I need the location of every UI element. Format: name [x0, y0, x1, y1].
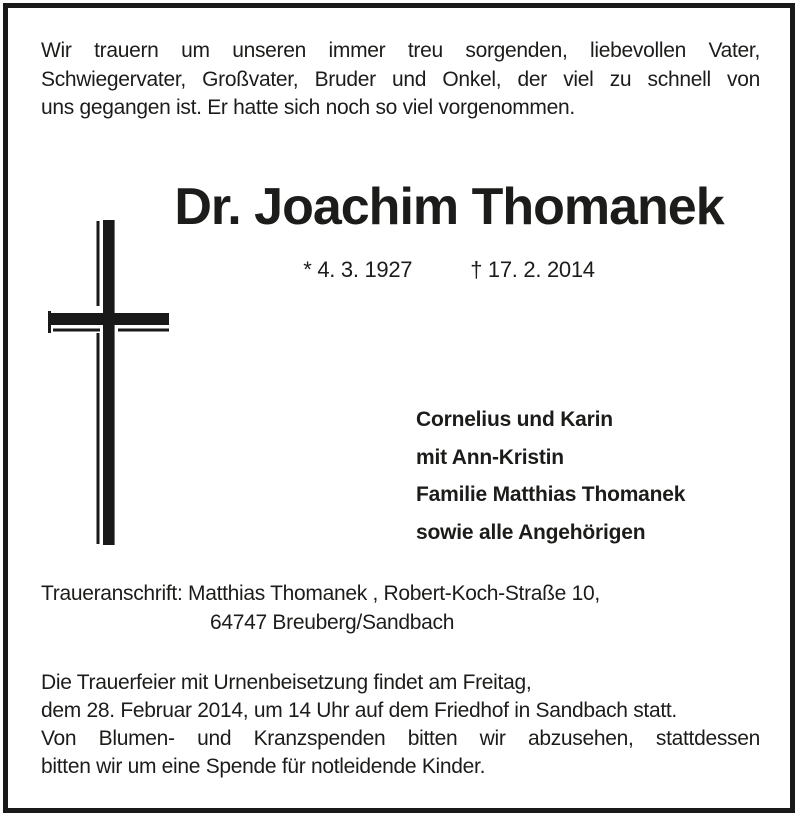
family-line: Cornelius und Karin	[416, 408, 613, 431]
funeral-info-line: dem 28. Februar 2014, um 14 Uhr auf dem Friedhof in Sandbach statt.	[41, 699, 677, 722]
deceased-name: Dr. Joachim Thomanek	[174, 178, 724, 236]
address-label: Traueranschrift:	[41, 582, 183, 605]
notice-frame	[3, 3, 795, 813]
intro-line: uns gegangen ist. Er hatte sich noch so viel vorgenommen.	[41, 96, 575, 119]
address-line-1	[41, 580, 600, 609]
intro-line: Wir trauern um unseren immer treu sorgenden, liebevollen Vater,	[41, 39, 760, 62]
funeral-info-line: Die Trauerfeier mit Urnenbeisetzung findet am Freitag,	[41, 671, 532, 694]
mourning-family-names	[416, 401, 685, 551]
birth-date: * 4. 3. 1927	[303, 257, 413, 282]
funeral-info-paragraph	[41, 669, 760, 781]
family-line: Familie Matthias Thomanek	[416, 483, 686, 506]
life-dates	[123, 257, 775, 283]
funeral-info-line: Von Blumen- und Kranzspenden bitten wir abzusehen, stattdessen	[41, 727, 760, 750]
funeral-info-line: bitten wir um eine Spende für notleidende Kinder.	[41, 755, 486, 778]
family-line: mit Ann-Kristin	[416, 445, 564, 469]
family-line: sowie alle Angehörigen	[416, 520, 646, 544]
intro-line: Schwiegervater, Großvater, Bruder und Onkel, der viel zu schnell von	[41, 67, 760, 91]
address-line-2: 64747 Breuberg/Sandbach	[210, 610, 455, 634]
condolence-address-block	[41, 580, 600, 637]
address-value: Matthias Thomanek , Robert-Koch-Straße 10,	[182, 582, 600, 605]
death-date: † 17. 2. 2014	[470, 257, 595, 282]
intro-paragraph	[41, 37, 760, 123]
